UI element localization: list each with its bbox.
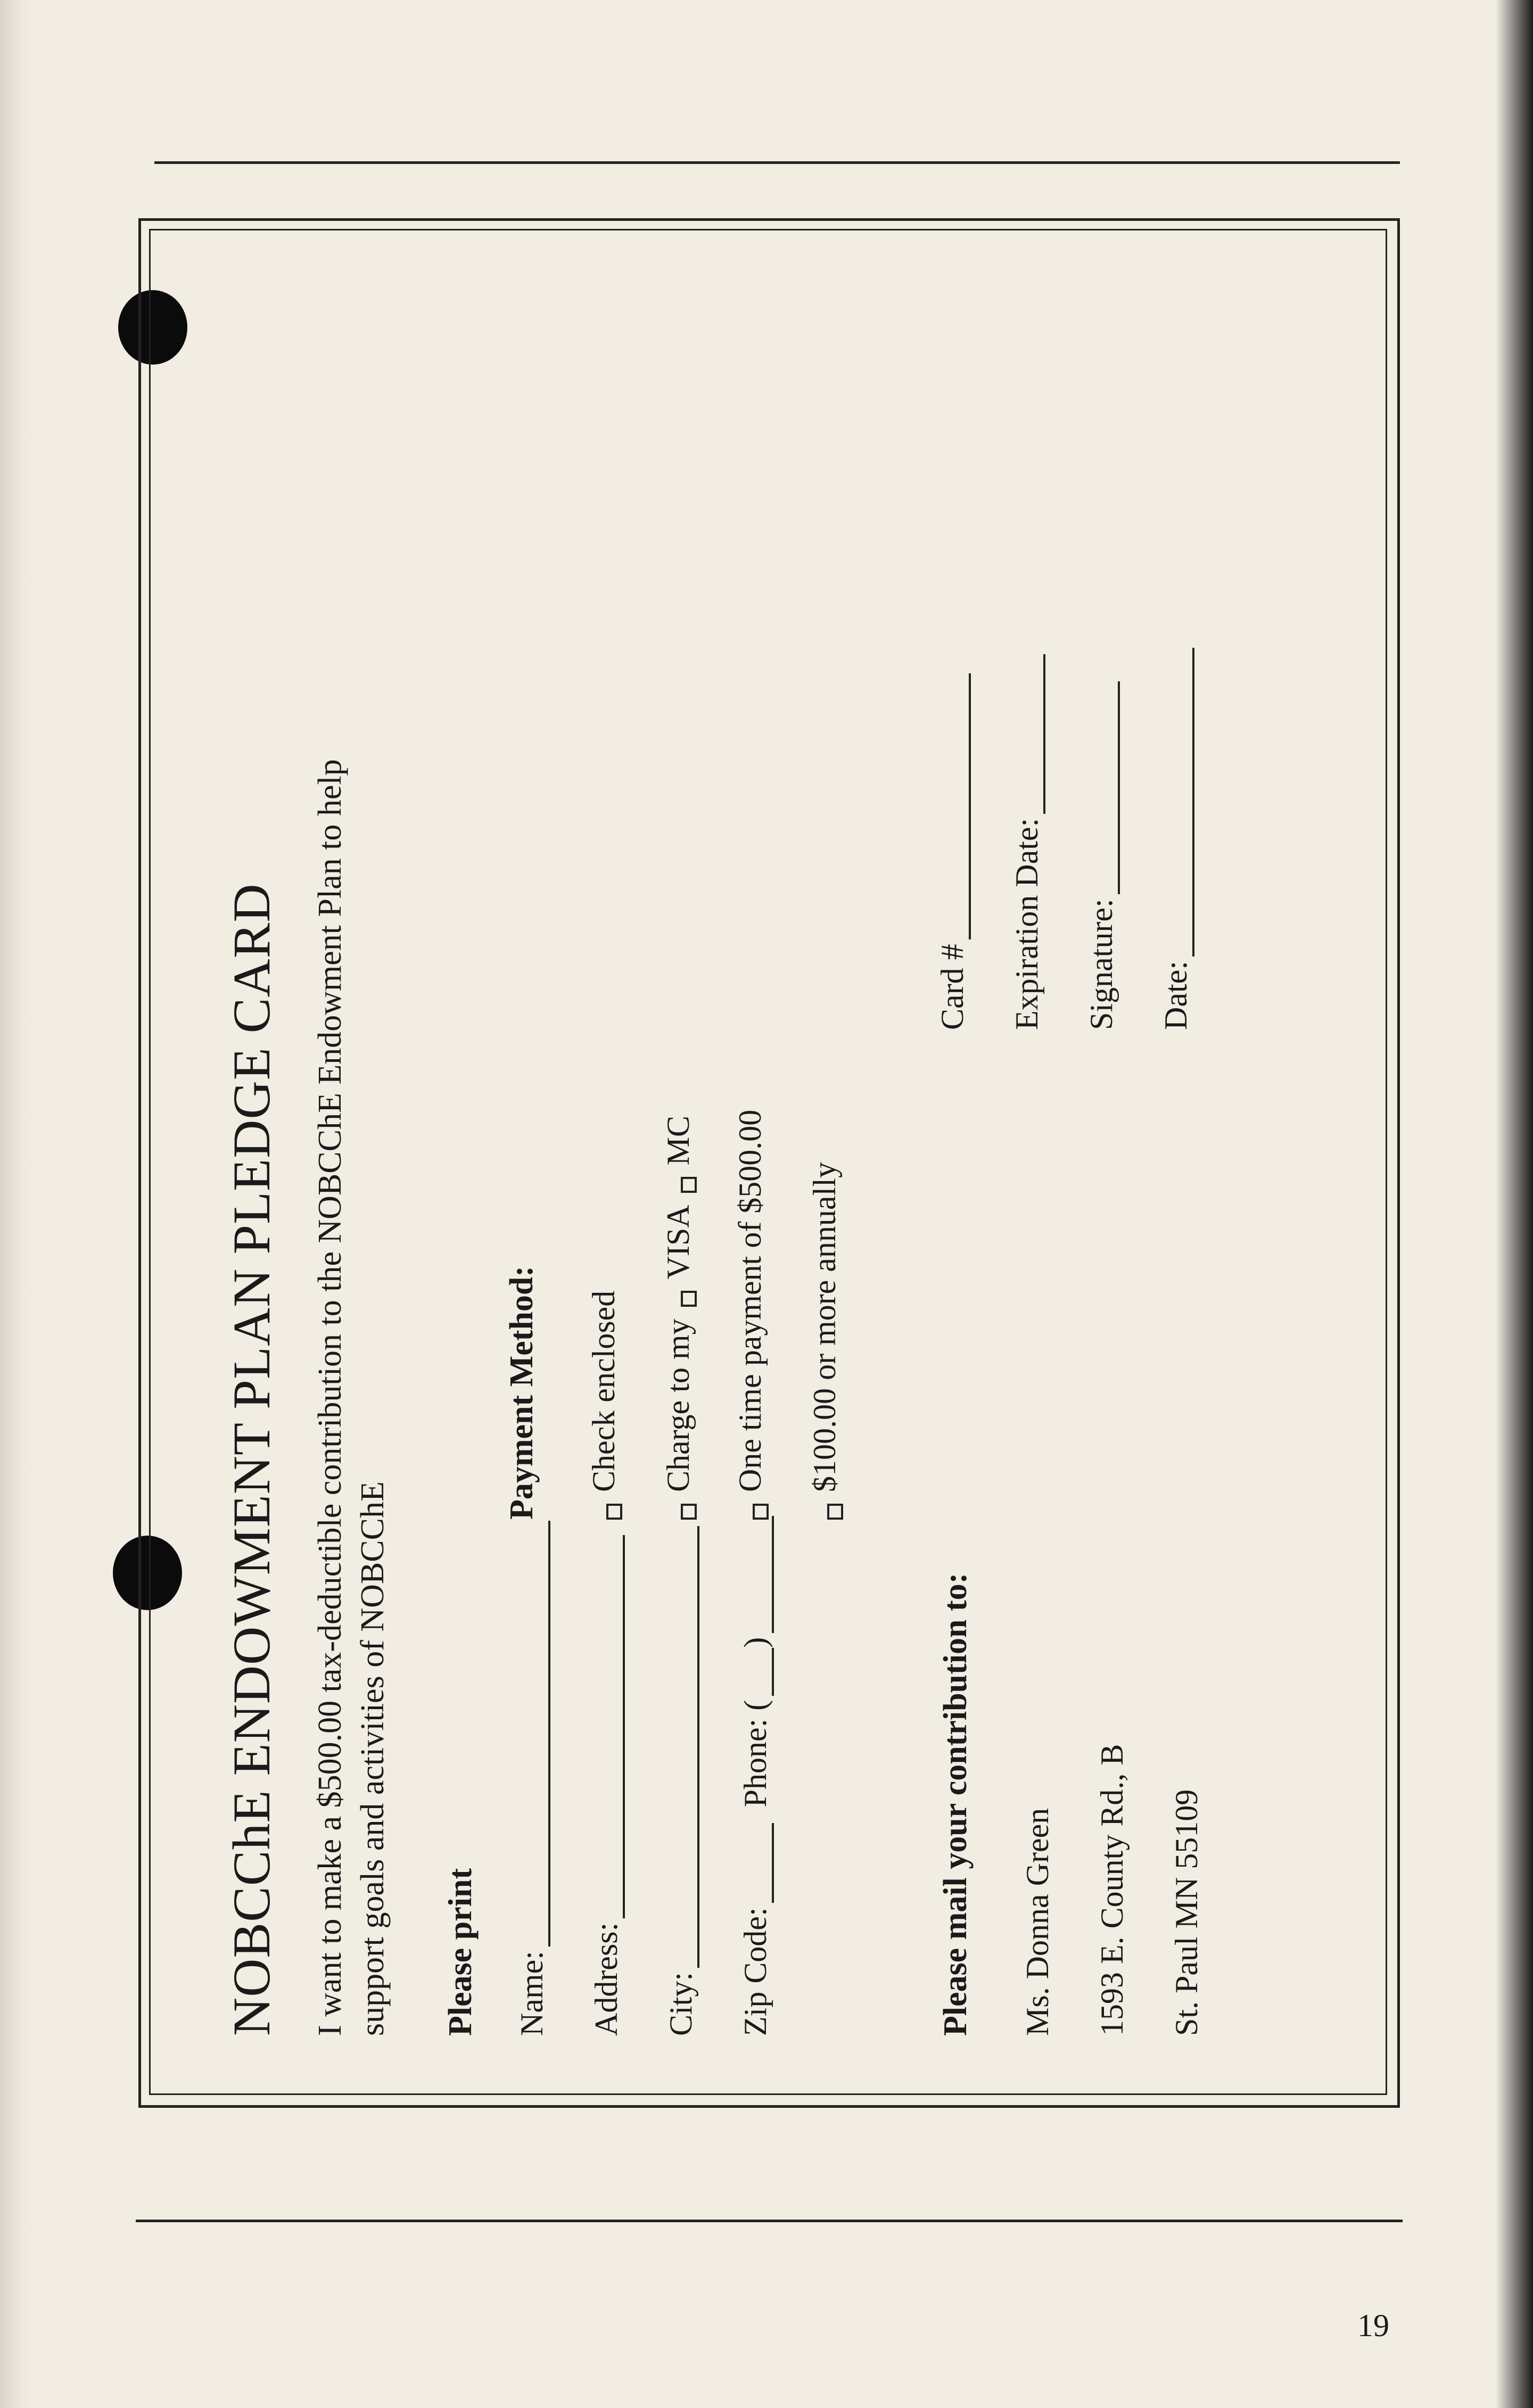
charge-checkbox[interactable] (681, 1504, 697, 1520)
annual-option[interactable] (806, 1162, 843, 1520)
address-label: Address: (589, 1922, 624, 2036)
phone-label: Phone: ( (738, 1700, 773, 1808)
binding-gutter (0, 0, 37, 2408)
annual-label: $100.00 or more annually (807, 1162, 842, 1492)
expiration-label: Expiration Date: (1009, 818, 1044, 1030)
visa-label: VISA (661, 1205, 696, 1280)
zip-label: Zip Code: (738, 1907, 773, 2036)
payment-heading: Payment Method: (504, 1266, 540, 1520)
mail-city: St. Paul MN 55109 (1169, 1789, 1204, 2036)
page-number: 19 (1357, 2308, 1389, 2343)
date-label: Date: (1158, 961, 1193, 1030)
zip-phone-row[interactable] (737, 1516, 774, 2036)
signature-label: Signature: (1084, 898, 1119, 1030)
date-blank[interactable] (1161, 648, 1194, 956)
card-number-blank[interactable] (938, 673, 971, 939)
annual-checkbox[interactable] (827, 1504, 843, 1520)
phone-close: ) (738, 1637, 773, 1648)
address-blank[interactable] (592, 1535, 625, 1918)
mc-label: MC (661, 1116, 696, 1166)
name-field[interactable] (514, 1521, 550, 2036)
please-print-label: Please print (442, 1868, 479, 2036)
mail-street: 1593 E. County Rd., B (1094, 1744, 1130, 2036)
intro-line-2: support goals and activities of NOBCChE (355, 1481, 391, 2036)
card-number-label: Card # (935, 944, 970, 1030)
mc-checkbox[interactable] (681, 1177, 697, 1193)
page-edge-shadow (1496, 0, 1533, 2408)
bottom-rule (136, 2220, 1403, 2222)
mail-heading: Please mail your contribution to: (937, 1572, 974, 2036)
charge-label: Charge to my (661, 1318, 696, 1492)
name-label: Name: (514, 1951, 549, 2036)
top-rule (154, 161, 1400, 164)
signature-blank[interactable] (1087, 681, 1120, 894)
pledge-card (152, 232, 1381, 2089)
card-title: NOBCChE ENDOWMENT PLAN PLEDGE CARD (222, 883, 281, 2036)
city-blank[interactable] (666, 1526, 699, 1968)
city-label: City: (663, 1972, 698, 2036)
charge-option[interactable] (660, 1116, 697, 1520)
mail-name: Ms. Donna Green (1020, 1808, 1055, 2036)
one-time-label: One time payment of $500.00 (732, 1109, 768, 1492)
address-field[interactable] (588, 1535, 625, 2036)
area-code-blank[interactable] (741, 1648, 774, 1696)
phone-blank[interactable] (741, 1516, 774, 1633)
visa-checkbox[interactable] (681, 1291, 697, 1307)
city-field[interactable] (663, 1526, 699, 2036)
check-option[interactable] (586, 1291, 622, 1520)
zip-blank[interactable] (741, 1823, 774, 1903)
check-label: Check enclosed (586, 1290, 621, 1492)
expiration-blank[interactable] (1012, 654, 1045, 814)
name-blank[interactable] (517, 1521, 550, 1947)
one-time-option[interactable] (732, 1110, 769, 1520)
intro-line-1: I want to make a $500.00 tax-deductible contribution to the NOBCChE Endowment Plan to help (312, 759, 348, 2036)
one-time-checkbox[interactable] (753, 1504, 769, 1520)
signature-field[interactable] (1083, 681, 1120, 1030)
date-field[interactable] (1158, 648, 1194, 1030)
card-number-field[interactable] (934, 673, 971, 1030)
check-checkbox[interactable] (606, 1504, 622, 1520)
expiration-field[interactable] (1009, 654, 1045, 1030)
